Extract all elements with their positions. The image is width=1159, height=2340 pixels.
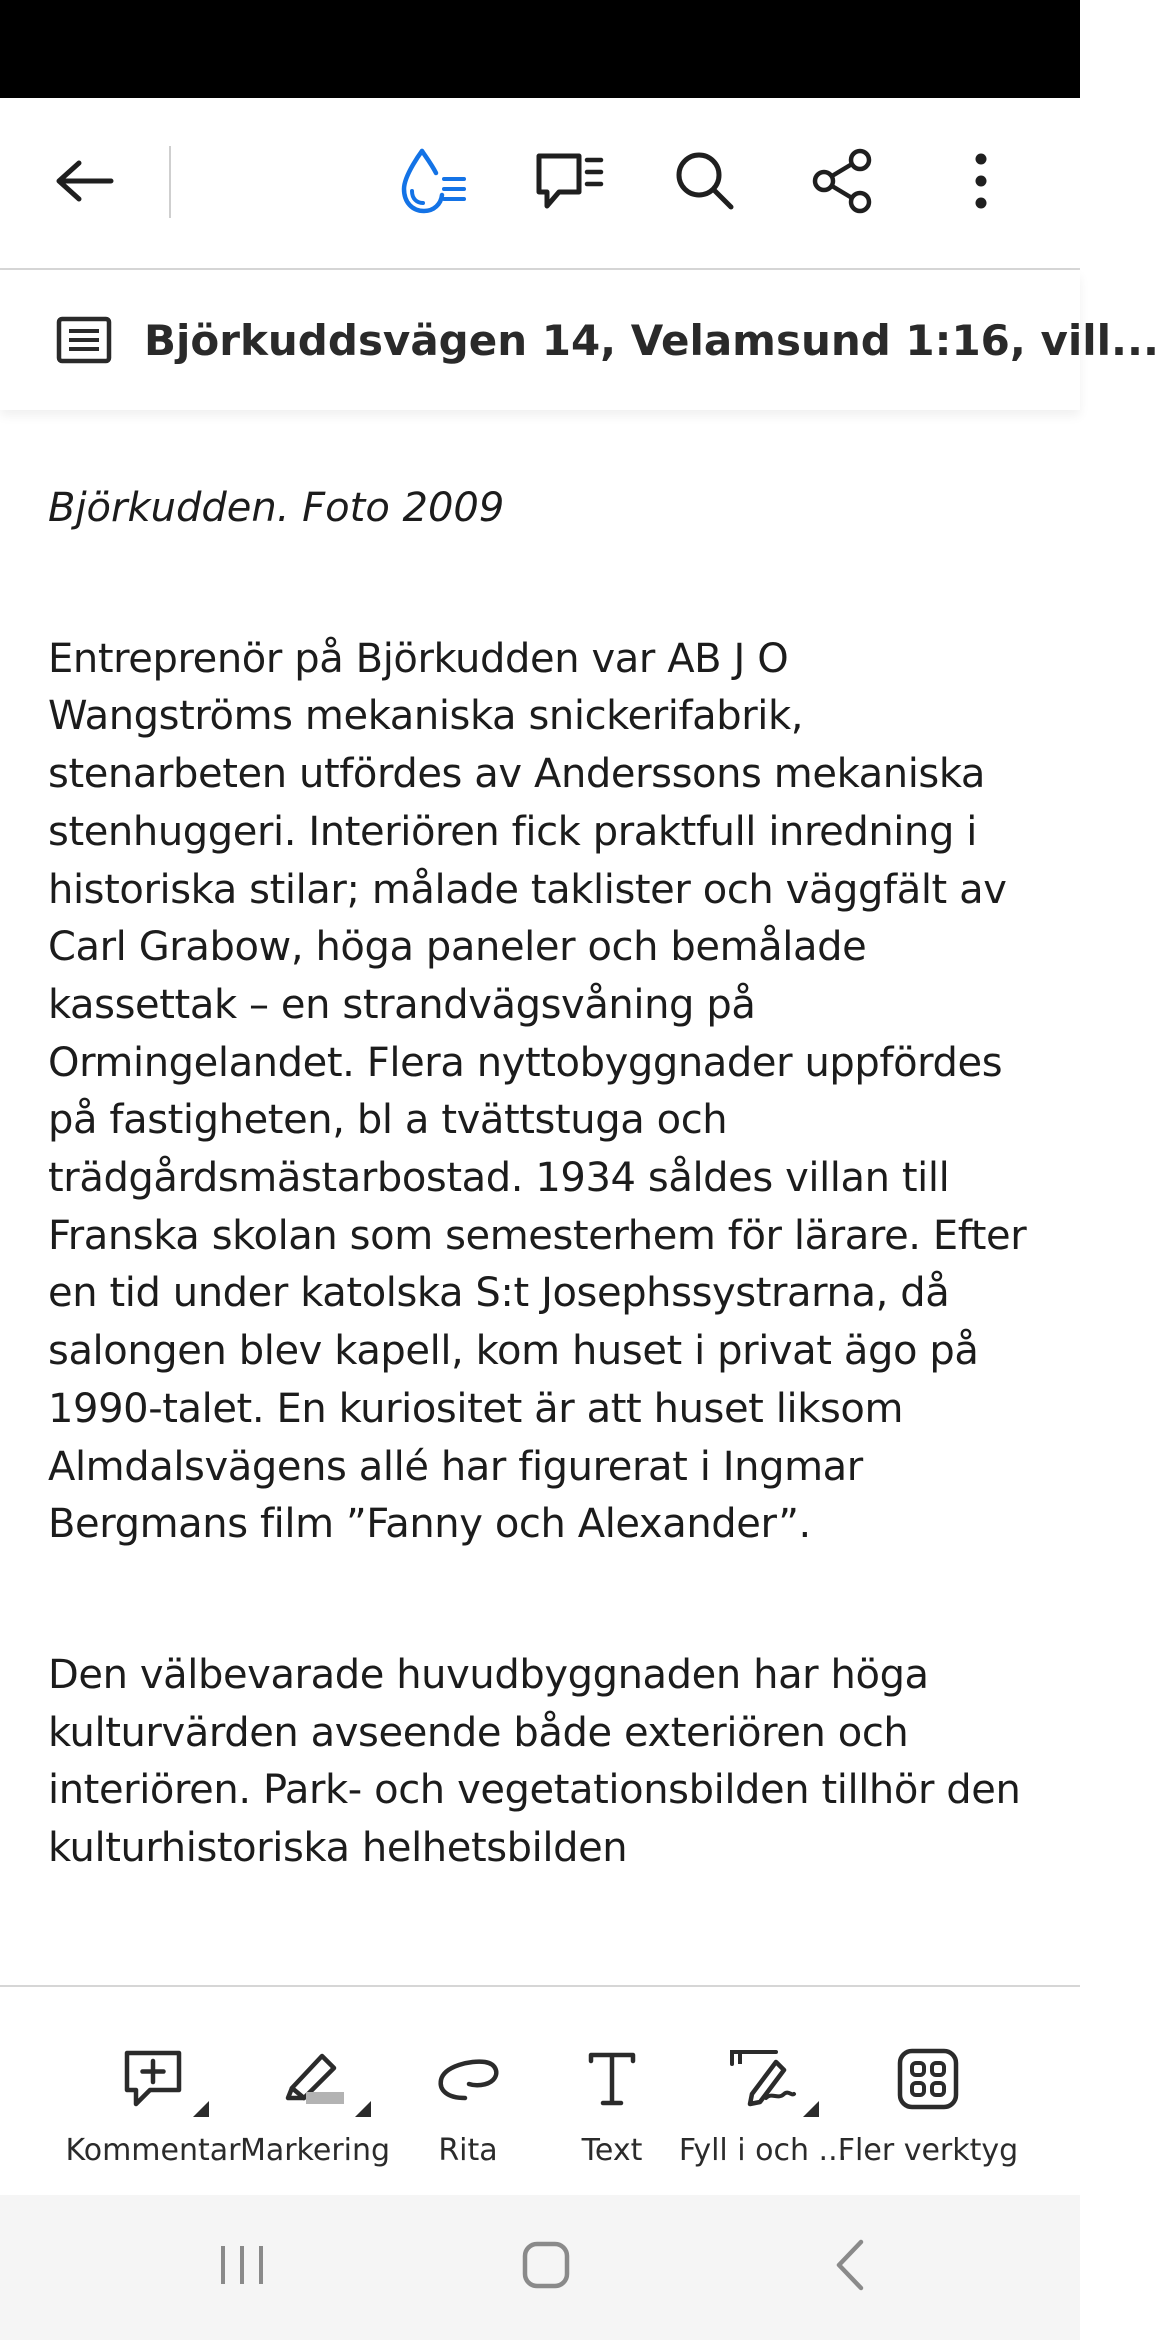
fill-sign-icon — [723, 2039, 803, 2119]
menu-indicator — [193, 2101, 209, 2117]
more-tools-icon — [888, 2039, 968, 2119]
menu-indicator — [355, 2101, 371, 2117]
share-icon — [810, 148, 876, 219]
back-arrow-icon — [55, 159, 115, 208]
tool-label: Markering — [239, 2133, 391, 2168]
share-button[interactable] — [788, 98, 898, 268]
tool-label: Kommentar — [65, 2133, 241, 2168]
tool-label: Fler verktyg — [837, 2133, 1019, 2168]
more-vertical-icon — [971, 151, 991, 216]
tool-label: Fyll i och ... — [678, 2133, 848, 2168]
search-icon — [673, 149, 737, 218]
highlighter-icon — [275, 2039, 355, 2119]
paragraph: Den välbevarade huvudbyggnaden har höga kulturvärden avseende både exteriören och interiören. Park- och vegetationsbilden tillhör den kulturhistoriska helhetsbilden — [48, 1651, 1021, 1872]
status-bar — [0, 0, 1080, 98]
more-options-button[interactable] — [926, 98, 1036, 268]
tool-comment[interactable] — [65, 1987, 241, 2197]
document-outline-icon — [54, 310, 114, 370]
top-app-bar — [0, 98, 1080, 270]
add-comment-icon — [113, 2039, 193, 2119]
home-button[interactable] — [486, 2217, 606, 2317]
tool-more-tools[interactable] — [837, 1987, 1019, 2197]
system-back-button[interactable] — [790, 2217, 910, 2317]
document-title: Björkuddsvägen 14, Velamsund 1:16, vill... — [144, 315, 1159, 365]
app-bar-divider — [169, 146, 171, 218]
document-content — [48, 480, 1038, 1971]
draw-icon — [428, 2039, 508, 2119]
menu-indicator — [803, 2101, 819, 2117]
recent-apps-icon — [217, 2242, 267, 2293]
image-caption: Björkudden. Foto 2009 — [48, 485, 505, 531]
liquid-mode-button[interactable] — [378, 98, 488, 268]
liquid-mode-icon — [398, 145, 468, 222]
comments-icon — [533, 148, 605, 219]
back-icon — [833, 2238, 867, 2297]
search-button[interactable] — [650, 98, 760, 268]
document-title-bar[interactable] — [0, 270, 1159, 410]
tool-label: Text — [581, 2133, 643, 2168]
tool-draw[interactable] — [418, 1987, 518, 2197]
back-button[interactable] — [30, 98, 140, 268]
text-icon — [572, 2039, 652, 2119]
tool-label: Rita — [438, 2133, 498, 2168]
recent-apps-button[interactable] — [182, 2217, 302, 2317]
comments-button[interactable] — [514, 98, 624, 268]
tool-text[interactable] — [562, 1987, 662, 2197]
home-icon — [521, 2240, 571, 2295]
tool-fill-sign[interactable] — [678, 1987, 848, 2197]
bottom-toolbar — [0, 1985, 1080, 2197]
tool-highlight[interactable] — [239, 1987, 391, 2197]
paragraph: Entreprenör på Björkudden var AB J O Wangströms mekaniska snickerifabrik, stenarbeten utfördes av Anderssons mekaniska stenhuggeri. Interiören fick praktfull inredning i historiska stilar; målade taklister och väggfält av Carl Grabow, höga paneler och bemålade kassettak – en strandvägsvåning på Ormingelandet. Flera nyttobyggnader uppfördes på fastigheten, bl a tvättstuga och trädgårdsmästarbostad. 1934 såldes villan till Franska skolan som semesterhem för lärare. Efter en tid under katolska S:t Josephssystrarna, då salongen blev kapell, kom huset i privat ägo på 1990-talet. En kuriositet är att huset liksom Almdalsvägens allé har figurerat i Ingmar Bergmans film ”Fanny och Alexander”. — [48, 635, 1027, 1548]
system-navigation-bar — [0, 2195, 1080, 2340]
